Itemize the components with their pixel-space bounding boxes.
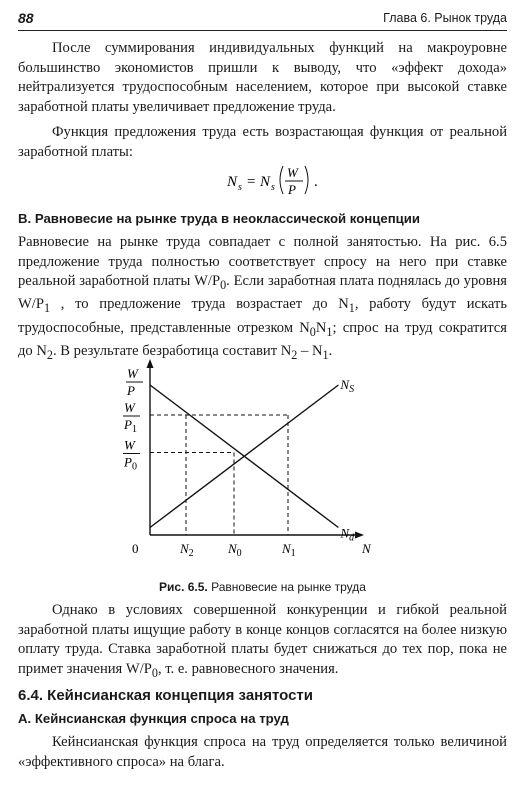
formula-rhs: N: [260, 174, 271, 190]
page-header: [18, 8, 507, 31]
tick-n1: $N_1$: [282, 541, 296, 559]
series-label-NS: $N_S$: [340, 377, 355, 395]
formula-right-paren: [305, 166, 308, 194]
figure-caption: [0, 580, 525, 594]
formula-num: W: [287, 165, 298, 180]
y-axis-arrow: [147, 359, 154, 368]
tick-n2: $N_2$: [180, 541, 194, 559]
x-axis-arrow: [355, 532, 364, 539]
formula-left-paren: [280, 166, 283, 194]
tick-wp0-num: W: [124, 437, 135, 453]
formula-lhs: N: [227, 174, 238, 190]
origin-label: 0: [132, 541, 139, 556]
formula-eq: =: [247, 174, 256, 190]
supply-formula: [225, 160, 345, 200]
y-axis-label-den: P: [127, 383, 135, 398]
section-6-4-heading: 6.4. Кейнсианская концепция занятости: [18, 687, 313, 704]
y-axis-label-num: W: [127, 366, 138, 381]
paragraph-3: Равновесие на рынке труда совпадает с полной занятостью. На рис. 6.5 предложение труда полностью соответствует спросу на него при ставке реальной заработной платы $W/P_0$. Если заработная плата поднялась до уровня $W/P_1$ , то предложение труда возрастает до $N_1$, работу будут искать трудоспособные, представленные отрезком $N_0N_1$; спрос на труд сократится до $N_2$. В результате безработица составит $N_2 - N_1$.: [18, 234, 507, 363]
figure-caption-text: Равновесие на рынке труда: [211, 580, 366, 594]
tick-wp1-den: $P_1$: [124, 417, 137, 435]
formula-den: P: [288, 182, 296, 197]
chapter-title: Глава 6. Рынок труда: [383, 11, 507, 25]
tick-wp0-den: $P_0$: [124, 454, 137, 473]
formula-rhs-sub: s: [271, 182, 275, 193]
tick-n0: $N_0$: [228, 541, 242, 559]
paragraph-1: После суммирования индивидуальных функций на макроуровне большинство экономистов пришли к выводу, что «эффект дохода» нейтрализуется трудоспособным населением, которое при высокой ставке заработной платы увеличивает предложение труда.: [18, 40, 507, 115]
paragraph-4: Однако в условиях совершенной конкуренции и гибкой реальной заработной платы ищущие работу в конце концов согласятся на более низкую оплату труда. Ставка заработной платы будет снижаться до тех пор, пока не примет значения $W/P_0$, т. е. равновесного значения.: [18, 602, 507, 680]
page-number: 88: [18, 10, 34, 26]
formula-end: .: [314, 174, 318, 190]
paragraph-5: Кейнсианская функция спроса на труд определяется только величиной «эффективного спроса» на блага.: [18, 734, 507, 770]
section-b-heading: В. Равновесие на рынке труда в неоклассической концепции: [18, 211, 420, 226]
labor-market-chart: [100, 355, 400, 570]
section-a-heading: А. Кейнсианская функция спроса на труд: [18, 711, 289, 726]
figure-caption-number: Рис. 6.5.: [159, 580, 208, 594]
formula-lhs-sub: s: [238, 182, 242, 193]
tick-wp1-num: W: [124, 400, 135, 415]
paragraph-2: Функция предложения труда есть возрастающая функция от реальной заработной платы:: [18, 124, 507, 160]
series-label-Nd: $N_d$: [340, 525, 355, 544]
x-axis-label: N: [362, 541, 371, 556]
